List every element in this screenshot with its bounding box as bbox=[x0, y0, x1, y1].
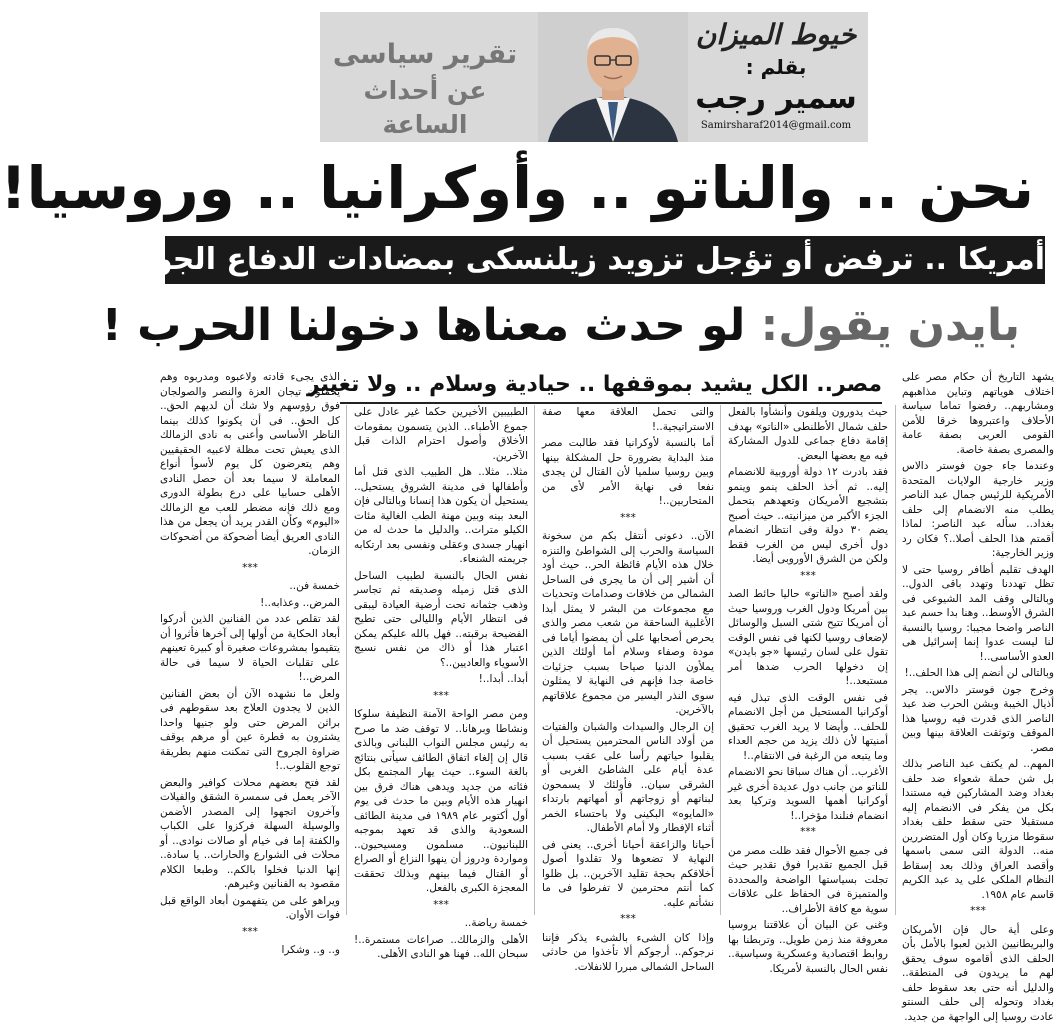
paragraph: و.. و.. وشكرا bbox=[160, 943, 340, 958]
report-tag-line2: عن أحداث الساعة bbox=[330, 74, 520, 142]
paragraph: ومن مصر الواحة الآمنة النظيفة سلوكا ونشاطا وبرهانا.. لا توقف ضد ما صرح به رئيس مجلس النواب اللبنانى وبالذى قال إن إلغاء اتفاق الطائف سيأتى بنتائج بالغة السوء.. حيث يهار المجتمع بكل فئاته من جديد ويدهى هناك فرق بين انهيار هذه الأيام وبين ما حدث فى يوم أول أكتوبر عام ١٩٨٩ فى مدينة الطائف السعودية والذى قد تعهد بموجبه اللبنانيون.. مسلمون ومسيحيون.. ومواردة ودروز أن ينهوا النزاع أو الصراع أو القتال فيما بينهم وبذلك تحققت المعجزة الكبرى بالفعل. bbox=[354, 707, 528, 896]
paragraph: الذى يجىء قادته ولاعبوه ومدربوه وهم يحملون تيجان العزة والنصر والصولجان فوق رؤوسهم ولا شك أن لديهم الحق.. كل الحق.. فى أن يكونوا كذلك بينما الناظر الأساسى وأعنى به نادى الزمالك الذى يعيش تحت مظلة لاعبيه الحقيقيين وهم يتعرضون كل يوم لأسوأ أنواع المعاملة لا سيما بعد أن حصل النادى الأهلى حسابيا على درع بطولة الدورى ومع ذلك فإنه مضطر للعب مع الزمالك «اليوم» وكأن القدر يريد أن يجعل من هذا النادى العريق أيضا أضحوكة من أضحوكات الزمان. bbox=[160, 370, 340, 559]
quote-speaker: بايدن يقول: bbox=[761, 300, 1020, 351]
columnist-block bbox=[690, 16, 862, 131]
section-separator: *** bbox=[728, 825, 888, 840]
paragraph: وخرج جون فوستر دالاس.. يجر أذيال الخيبة وبشن الحرب ضد عبد الناصر الذى قدرت فيه روسيا هذا الموقف وتوثقت العلاقة بينها وبين مصر. bbox=[902, 683, 1054, 756]
section-separator: *** bbox=[160, 561, 340, 576]
paragraph: ولقد أصبح «الناتو» حاليا حائط الصد بين أمريكا ودول الغرب وروسيا حيث أن أمريكا تتيح شتى السبل والوسائل لإضعاف روسيا لكنها فى نفس الوقت تقول على لسان رئيسها «جو بايدن» إن دخولها الحرب ضدها أمر مستبعد..! bbox=[728, 587, 888, 689]
sub-headline: أمريكا .. ترفض أو تؤجل تزويد زيلنسكى بمضادات الدفاع الجوى bbox=[165, 236, 1045, 284]
paragraph: فى جميع الأحوال فقد ظلت مصر من قبل الجميع تقديرا فوق تقدير حيث تجلت بسياستها الواضحة والمحددة والمتميزة فى الحفاظ على علاقات سوية مع كافة الأطراف.. bbox=[728, 844, 888, 917]
column-rule bbox=[720, 405, 721, 915]
main-headline: نحن .. والناتو .. وأوكرانيا .. وروسيا! bbox=[178, 142, 1034, 234]
article-column-4 bbox=[354, 405, 528, 915]
author-portrait-icon bbox=[538, 12, 688, 142]
paragraph: وبالتالى لن أنضم إلى هذا الحلف..! bbox=[902, 666, 1054, 681]
article-column-1 bbox=[902, 370, 1054, 915]
column-rule bbox=[534, 405, 535, 915]
paragraph: أحيانا والزاعقة أحيانا أخرى.. يعنى فى النهاية لا تضعوها ولا تقلدوا أصول أخلاقكم بحجة تقليد الآخرين.. بل ظلوا كما أنتم محترمين لا تفرطوا فى ما نشأتم عليه. bbox=[542, 838, 714, 911]
paragraph: الأغرب.. أن هناك سباقا نحو الانضمام للناتو من جانب دول عديدة أخرى غير أوكرانيا أهمها السويد وتركيا بعد انضمام فنلندا مؤخرا..! bbox=[728, 765, 888, 823]
paragraph: المهم.. لم يكتف عبد الناصر بذلك بل شن حملة شعواء ضد حلف بغداد وضد المشاركين فيه مستندا بكل من يفكر فى الانضمام إليه مستقبلا حتى سقط حلف بغداد سقوطا مزريا وكان أول المتضررين منه.. الدولة التى سمى باسمها وأقصد العراق وذلك بعد إسقاط النظام الملكى على يد عبد الكريم قاسم عام ١٩٥٨. bbox=[902, 757, 1054, 902]
quote-text: لو حدث معناها دخولنا الحرب ! bbox=[102, 300, 745, 351]
report-tag bbox=[330, 36, 520, 142]
article-column-3 bbox=[542, 405, 714, 915]
section-separator: *** bbox=[354, 898, 528, 913]
paragraph: وغنى عن البيان أن علاقتنا بروسيا معروفة منذ زمن طويل.. وتربطنا بها روابط اقتصادية وعسكرية وسياسية.. نفس الحال بالنسبة لأمريكا. bbox=[728, 918, 888, 976]
column-rule bbox=[346, 405, 347, 915]
paragraph: الهدف تقليم أظافر روسيا حتى لا تظل تهددنا وتهدد باقى الدول.. وبالتالى وقف المد الشيوعى فى الشرق الأوسط.. وهنا بدا حسم عبد الناصر واضحا مجيبا: روسيا بالنسبة لنا ليست عدوا إنما إسرائيل هى العدو الأساسى..! bbox=[902, 563, 1054, 665]
author-email: Samirsharaf2014@gmail.com bbox=[690, 120, 862, 131]
report-tag-line1: تقرير سياسى bbox=[330, 36, 520, 74]
section-separator: *** bbox=[728, 569, 888, 584]
paragraph: خمسة رياضة.. bbox=[354, 916, 528, 931]
paragraph: والتى تحمل العلاقة معها صفة الاستراتيجية..! bbox=[542, 405, 714, 434]
author-name: سمير رجب bbox=[690, 80, 862, 118]
paragraph: الأهلى والزمالك.. صراعات مستمرة..! سبحان الله.. فهنا هو النادى الأهلى. bbox=[354, 933, 528, 962]
paragraph: أبدا.. أبدا..! bbox=[354, 672, 528, 687]
paragraph: وإذا كان الشىء بالشىء يذكر فإننا نرجوكم.. أرجوكم ألا تأخذوا من حادثى الساحل الشمالى مبررا للانفلات. bbox=[542, 931, 714, 975]
section-separator: *** bbox=[354, 689, 528, 704]
column-header bbox=[320, 12, 868, 142]
paragraph: وعلى أية حال فإن الأمريكان والبريطانيين الذين لعبوا بالأمل بأن الحلف الذى أقاموه سوف يحقق لهم ما يريدون فى المنطقة.. والدليل أنه حتى بعد سقوط حلف بغداد وتحوله إلى حلف السنتو عادت روسيا إلى الواجهة من جديد. bbox=[902, 923, 1054, 1024]
pull-quote bbox=[180, 288, 1020, 364]
paragraph: المرض.. وعذابه..! bbox=[160, 596, 340, 611]
author-photo bbox=[538, 12, 688, 142]
by-label: بقلم : bbox=[690, 54, 862, 80]
column-rule bbox=[895, 405, 896, 915]
section-separator: *** bbox=[902, 904, 1054, 919]
paragraph: مثلا.. مثلا.. هل الطبيب الذى قتل أما وأطفالها فى مدينة الشروق يستحيل.. يستحيل أن يكون هذا إنسانا وبالتالى فإن البعد بينه وبين مهنة الطب الغالية مئات الكيلو مترات.. والدليل ما حدث له من انهيار جسدى وعقلى ونفسى بعد ارتكابه جريمته الشنعاء. bbox=[354, 465, 528, 567]
paragraph: يشهد التاريخ أن حكام مصر على اختلاف هوياتهم وتباين مذاهبهم ومشاربهم.. رفضوا تماما سياسة الأحلاف واعتبروها خرقا للأمن القومى العربى بصفة عامة والمصرى بصفة خاصة. bbox=[902, 370, 1054, 457]
paragraph: أما بالنسبة لأوكرانيا فقد طالبت مصر منذ البداية بضرورة حل المشكلة بينها وبين روسيا سلميا لأن القتال لن يجدى نفعا فى نهاية الأمر لأى من المتحاربين..! bbox=[542, 436, 714, 509]
article-column-5 bbox=[160, 370, 340, 915]
paragraph: خمسة فن.. bbox=[160, 579, 340, 594]
paragraph: وعندما جاء جون فوستر دالاس وزير خارجية الولايات المتحدة الأمريكية للرئيس جمال عبد الناصر يطلب منه الانضمام إلى حلف بغداد.. سأله عبد الناصر: لماذا أقمتم هذا الحلف أصلا..؟ فكان رد وزير الخارجية: bbox=[902, 459, 1054, 561]
paragraph: ويراهو على من يتفهمون أبعاد الواقع قبل فوات الأوان. bbox=[160, 894, 340, 923]
paragraph: الطبيبين الأخيرين حكما غير عادل على جموع الأطباء.. الذين يتسمون بمقومات الأخلاق وأصول احترام الذات قبل الآخرين. bbox=[354, 405, 528, 463]
section-separator: *** bbox=[542, 912, 714, 927]
paragraph: نفس الحال بالنسبة لطبيب الساحل الذى قتل زميله وصديقه ثم تجاسر وذهب جثمانه تحت أرضية العيادة ليبقى فى انتظار الأيام والليالى حتى تطيح الفضيحة برقبته.. فهل بالله عليكم يمكن اعتبار هذا أو ذاك من نفس نسيج الأسوياء والعاديين..؟ bbox=[354, 569, 528, 671]
paragraph: فى نفس الوقت الذى تبذل فيه أوكرانيا المستحيل من أجل الانضمام للحلف.. وأيضا لا يريد الغرب تحقيق أمنيتها لأن ذلك يزيد من حجم العداء وما يتبعه من الرغبة فى الانتقام..! bbox=[728, 691, 888, 764]
paragraph: حيث يدورون ويلفون وأنشأوا بالفعل حلف شمال الأطلنطى «الناتو» بهدف إقامة دفاع جماعى للدول المشاركة فيه مع بعضها البعض. bbox=[728, 405, 888, 463]
paragraph: الآن.. دعونى أنتقل بكم من سخونة السياسة والحرب إلى الشواطئ والتنزه خلال هذه الأيام قائظة الحر.. حيث أود أن أشير إلى أن ما يجرى فى الساحل الشمالى من خلافات وصدامات وتحديات مع مجموعات من البشر لا يمثل أبدا الأغلبية الساحقة من شعب مصر والذى يحرص أصحابها على أن يمضوا أياما فى مودة وصفاء وسلام أما أولئك الذين يملأون الدنيا صياحا بسبب جزئيات خاصة جدا فإنهم فى النهاية لا يمثلون سوى النذر اليسير من مجموع علاقاتهم بالآخرين. bbox=[542, 529, 714, 718]
paragraph: فقد بادرت ١٢ دولة أوروبية للانضمام إليه.. ثم أخذ الحلف ينمو وينمو بتشجيع الأمريكان وتعهدهم بتحمل الجزء الأكبر من ميزانيته.. حيث أصبح يضم ٣٠ دولة وفى انتظار انضمام دول أخرى ليس من الغرب فقط ولكن من الشرق الأوروبى أيضا. bbox=[728, 465, 888, 567]
paragraph: لقد فتح بعضهم محلات كوافير والبعض الآخر يعمل فى سمسرة الشقق والفيلات وآخرون اتجهوا إلى المصدر الأضمن والوسيلة السهلة فركزوا على الكباب والكفتة إما فى خيام أو صالات نوادى.. أو محلات فى الشوارع والحارات.. يا سادة.. إنها الدنيا فخلوا بالكم.. وطبعا الكلام مقصود به الفنانين وغيرهم. bbox=[160, 776, 340, 892]
section-separator: *** bbox=[160, 925, 340, 940]
paragraph: إن الرجال والسيدات والشبان والفتيات من أولاد الناس المحترمين يستحيل أن يقلبوا حياتهم رأسا على عقب بسبب عدة أيام على الشاطئ الغربى أو الشرقى سيان.. فأولئك لا يسمحون لبناتهم أو زوجاتهم أو أمهاتهم بارتداء «المايوه» البكينى ولا باحتساء الخمر أثناء الإفطار ولا أمام الأطفال. bbox=[542, 720, 714, 836]
paragraph: لقد تقلص عدد من الفنانين الذين أدركوا أبعاد الحكاية من أولها إلى آخرها فأثروا أن يتقيموا بمشروعات صغيرة أو كبيرة تعينهم على تقلبات الحياة لا سيما فى حالة المرض..! bbox=[160, 612, 340, 685]
article-column-2 bbox=[728, 405, 888, 915]
section-separator: *** bbox=[542, 511, 714, 526]
egypt-headline: مصر.. الكل يشيد بموقفها .. حيادية وسلام .. ولا تغيير bbox=[340, 368, 882, 404]
paragraph: ولعل ما نشهده الآن أن بعض الفنانين الذين لا يجدون العلاج بعد سقوطهم فى براثن المرض حتى ولو جنيها واحدا يشترون به قطرة عين أو مرهم يوقف ضراوة الجروح التى تمكنت منهم بطريقة توجع القلوب..! bbox=[160, 687, 340, 774]
column-brand: خيوط الميزان bbox=[690, 16, 862, 54]
